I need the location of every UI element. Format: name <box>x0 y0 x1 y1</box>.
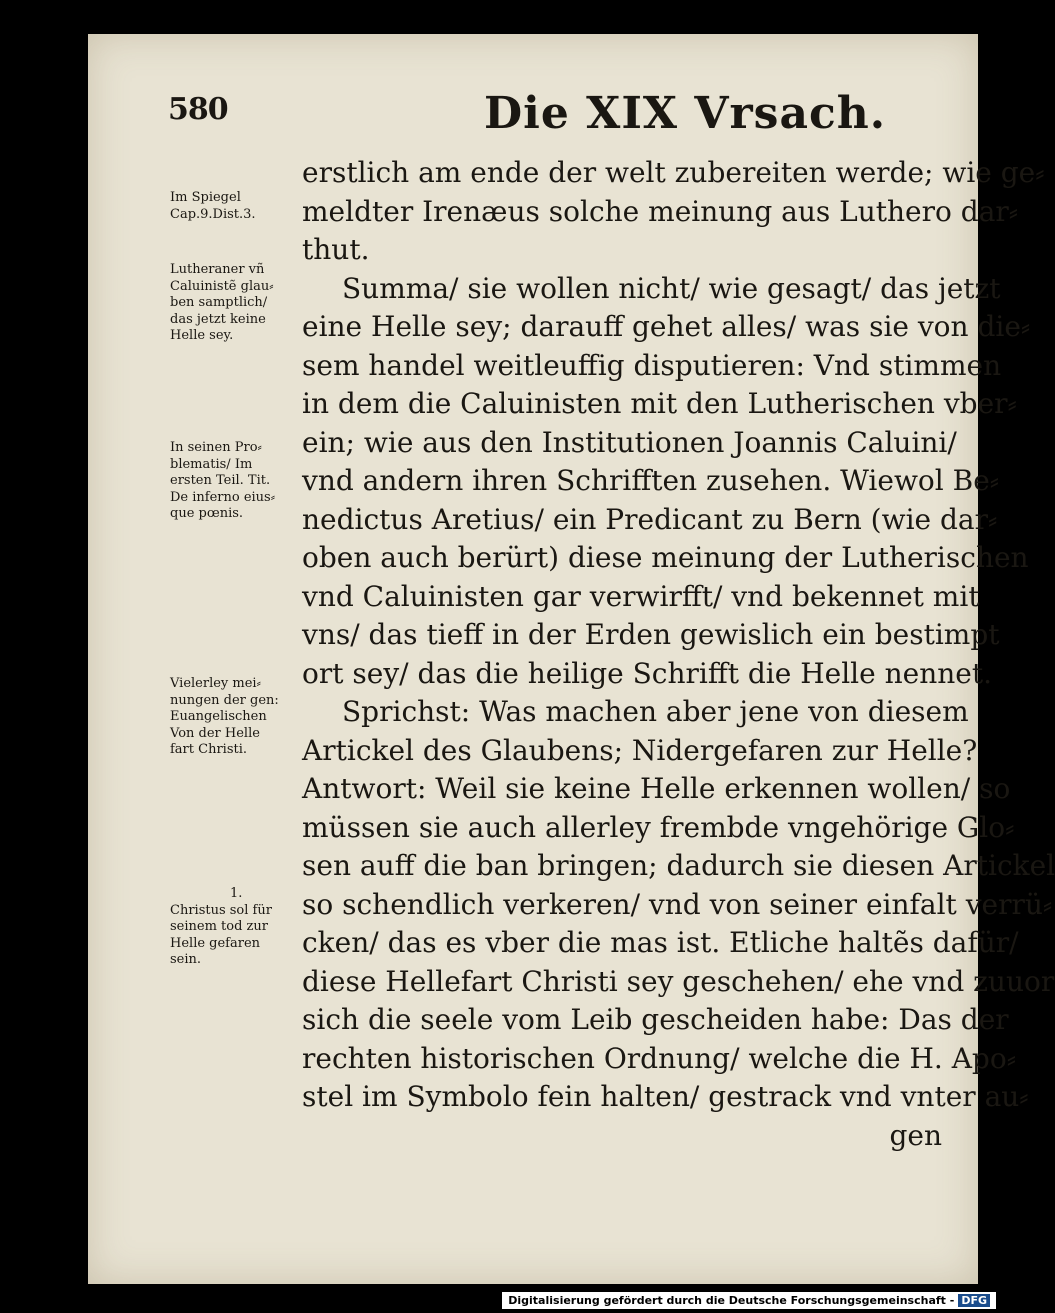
text-line: diese Hellefart Christi sey geschehen/ ehe vnd zuuor <box>302 964 1055 998</box>
text-line: cken/ das es vber die mas ist. Etliche haltẽs dafür/ <box>302 926 1019 959</box>
text-line: sen auff die ban bringen; dadurch sie diesen Artickel <box>302 849 1055 882</box>
margin-note-line: In seinen Pro⸗ <box>170 440 262 455</box>
margin-note <box>170 262 295 345</box>
margin-note-line: Lutheraner vñ <box>170 262 265 277</box>
catchword: gen <box>889 1118 942 1152</box>
text-line: rechten historischen Ordnung/ welche die H. Apo⸗ <box>302 1041 1017 1075</box>
text-line: in dem die Caluinisten mit den Lutherischen vber⸗ <box>302 387 1017 420</box>
margin-note-line: fart Christi. <box>170 742 248 757</box>
margin-note-line: que pœnis. <box>170 506 244 521</box>
text-line: oben auch berürt) diese meinung der Lutherischen <box>302 541 1029 574</box>
margin-note-line: Helle sey. <box>170 328 234 343</box>
margin-note-line: Caluinistẽ glau⸗ <box>170 278 274 294</box>
text-line: so schendlich verkeren/ vnd von seiner einfalt verrü⸗ <box>302 887 1053 921</box>
margin-note-line: Im Spiegel <box>170 190 241 205</box>
text-line: Summa/ sie wollen nicht/ wie gesagt/ das jetzt <box>342 271 1001 305</box>
text-line: meldter Irenæus solche meinung aus Luthero dar⸗ <box>302 194 1019 228</box>
margin-note-line: Euangelischen <box>170 709 267 724</box>
margin-note-line: nungen der gen: <box>170 692 279 708</box>
text-line: vns/ das tieff in der Erden gewislich ein bestimpt <box>302 618 1000 651</box>
margin-note-line: sein. <box>170 952 202 967</box>
running-title: Die XIX Vrsach. <box>484 88 887 139</box>
margin-note-line: Cap.9.Dist.3. <box>170 206 256 222</box>
text-line: Sprichst: Was machen aber jene von diesem <box>342 695 969 728</box>
text-line: ein; wie aus den Institutionen Joannis Caluini/ <box>302 425 957 459</box>
text-line: sich die seele vom Leib gescheiden habe: Das der <box>302 1003 1009 1036</box>
page-number: 580 <box>168 92 228 127</box>
text-line: thut. <box>302 233 370 266</box>
margin-note-line: 1. <box>230 886 243 901</box>
margin-note <box>170 886 295 969</box>
text-line: ort sey/ das die heilige Schrifft die Helle nennet. <box>302 656 992 690</box>
margin-note-line: Christus sol für <box>170 902 272 918</box>
dfg-logo: DFG <box>958 1294 990 1307</box>
margin-note-line: Helle gefaren <box>170 935 261 951</box>
margin-note-line: ersten Teil. Tit. <box>170 473 271 488</box>
margin-note-line: das jetzt keine <box>170 311 266 327</box>
margin-note <box>170 440 295 523</box>
text-line: Antwort: Weil sie keine Helle erkennen wollen/ so <box>302 772 1011 805</box>
text-line: Artickel des Glaubens; Nidergefaren zur Helle? <box>302 733 978 767</box>
footer-text: Digitalisierung gefördert durch die Deutsche Forschungsgemeinschaft - <box>508 1294 955 1307</box>
margin-note-line: seinem tod zur <box>170 919 268 934</box>
margin-note-line: Von der Helle <box>170 725 260 741</box>
text-line: müssen sie auch allerley frembde vngehörige Glo⸗ <box>302 810 1015 844</box>
funding-footer <box>502 1292 996 1309</box>
text-line: vnd andern ihren Schrifften zusehen. Wiewol Be⸗ <box>302 464 1000 497</box>
text-line: nedictus Aretius/ ein Predicant zu Bern (wie dar⸗ <box>302 502 998 536</box>
text-line: sem handel weitleuffig disputieren: Vnd stimmen <box>302 348 1002 382</box>
margin-note <box>170 190 295 223</box>
margin-note-line: blematis/ Im <box>170 456 253 472</box>
margin-note-line: De inferno eius⸗ <box>170 489 276 505</box>
text-line: erstlich am ende der welt zubereiten werde; wie ge⸗ <box>302 156 1045 189</box>
text-line: vnd Caluinisten gar verwirfft/ vnd bekennet mit <box>302 579 980 613</box>
main-text <box>302 154 1055 1155</box>
margin-note-line: ben samptlich/ <box>170 295 268 310</box>
text-line: eine Helle sey; darauff gehet alles/ was sie von die⸗ <box>302 310 1031 343</box>
margin-note <box>170 676 295 759</box>
margin-note-line: Vielerley mei⸗ <box>170 676 261 691</box>
text-line: stel im Symbolo fein halten/ gestrack vnd vnter au⸗ <box>302 1080 1029 1113</box>
